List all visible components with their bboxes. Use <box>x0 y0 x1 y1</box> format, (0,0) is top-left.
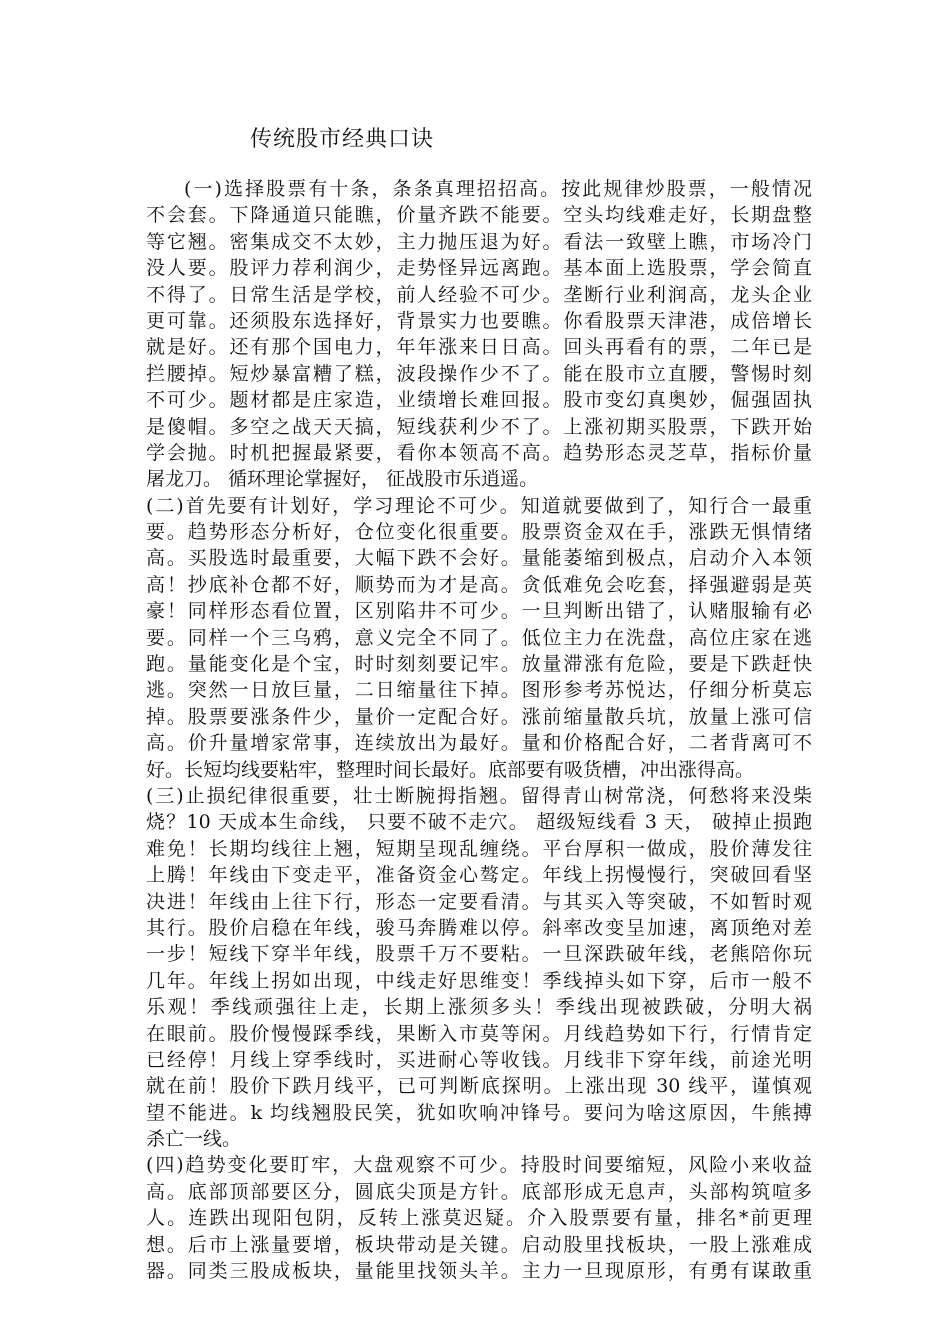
text-line: 不得了。日常生活是学校，前人经验不可少。垄断行业利润高，龙头企业 <box>146 283 812 306</box>
text-line: 器。同类三股成板块，量能里找领头羊。主力一旦现原形，有勇有谋敢重 <box>146 1260 812 1283</box>
text-line: 高。底部顶部要区分，圆底尖顶是方针。底部形成无息声，头部构筑喧多 <box>146 1180 812 1203</box>
text-line: 等它翘。密集成交不太妙，主力抛压退为好。看法一致壁上瞧，市场冷门 <box>146 230 812 253</box>
page-title: 传统股市经典口诀 <box>250 127 435 152</box>
document-body <box>146 176 812 1284</box>
text-line: 就在前！股价下跌月线平，已可判断底探明。上涨出现 30 线平，谨慎观 <box>146 1075 812 1098</box>
text-line: 更可靠。还须股东选择好，背景实力也要瞧。你看股票天津港，成倍增长 <box>146 309 812 332</box>
text-line: 跑。量能变化是个宝，时时刻刻要记牢。放量滞涨有危险，要是下跌赶快 <box>146 653 812 676</box>
text-line: 要。同样一个三乌鸦，意义完全不同了。低位主力在洗盘，高位庄家在逃 <box>146 626 812 649</box>
text-line: 其行。股价启稳在年线，骏马奔腾难以停。斜率改变呈加速，离顶绝对差 <box>146 916 812 939</box>
text-line: 在眼前。股价慢慢踩季线，果断入市莫等闲。月线趋势如下行，行情肯定 <box>146 1022 812 1045</box>
text-line: 没人要。股评力荐利润少，走势怪异远离跑。基本面上选股票，学会简直 <box>146 257 812 280</box>
text-line: 烧？10 天成本生命线， 只要不破不走穴。 超级短线看 3 天， 破掉止损跑 <box>146 811 812 834</box>
text-line: 杀亡一线。 <box>146 1128 242 1151</box>
text-line: 要。趋势形态分析好，仓位变化很重要。股票资金双在手，涨跌无惧情绪 <box>146 521 812 544</box>
text-line: 想。后市上涨量要增，板块带动是关键。启动股里找板块，一股上涨难成 <box>146 1233 812 1256</box>
text-line: 掉。股票要涨条件少，量价一定配合好。涨前缩量散兵坑，放量上涨可信 <box>146 705 812 728</box>
text-line: 屠龙刀。 循环理论掌握好， 征战股市乐逍遥。 <box>146 468 539 491</box>
text-line: (三)止损纪律很重要，壮士断腕拇指翘。留得青山树常浇，何愁将来没柴 <box>146 784 812 807</box>
text-line: 难免！长期均线往上翘，短期呈现乱缠绕。平台厚积一做成，股价薄发往 <box>146 837 812 860</box>
text-line: (四)趋势变化要盯牢，大盘观察不可少。持股时间要缩短，风险小来收益 <box>146 1154 812 1177</box>
text-line: 不可少。题材都是庄家造，业绩增长难回报。股市变幻真奥妙，倔强固执 <box>146 389 812 412</box>
text-line: 学会抛。时机把握最紧要，看你本领高不高。趋势形态灵芝草，指标价量 <box>146 441 812 464</box>
text-line: 一步！短线下穿半年线，股票千万不要粘。一旦深跌破年线，老熊陪你玩 <box>146 943 812 966</box>
text-line: 人。连跌出现阳包阴，反转上涨莫迟疑。介入股票要有量，排名*前更理 <box>146 1207 812 1230</box>
text-line: 乐观！季线顽强往上走，长期上涨须多头！季线出现被跌破，分明大祸 <box>146 996 812 1019</box>
text-line: 豪！同样形态看位置，区别陷井不可少。一旦判断出错了，认赌服输有必 <box>146 600 812 623</box>
text-line: 决进！年线由上往下行，形态一定要看清。与其买入等突破，不如暂时观 <box>146 890 812 913</box>
text-line: 已经停！月线上穿季线时，买进耐心等收钱。月线非下穿年线，前途光明 <box>146 1048 812 1071</box>
text-line: 高！抄底补仓都不好，顺势而为才是高。贪低难免会吃套，择强避弱是英 <box>146 573 812 596</box>
text-line: 拦腰掉。短炒暴富糟了糕，波段操作少不了。能在股市立直腰，警惕时刻 <box>146 362 812 385</box>
text-line: 就是好。还有那个国电力，年年涨来日日高。回头再看有的票，二年已是 <box>146 336 812 359</box>
text-line: 不会套。下降通道只能瞧，价量齐跌不能要。空头均线难走好，长期盘整 <box>146 204 812 227</box>
text-line: (二)首先要有计划好，学习理论不可少。知道就要做到了，知行合一最重 <box>146 494 812 517</box>
text-line: 好。长短均线要粘牢，整理时间长最好。底部要有吸货槽，冲出涨得高。 <box>146 758 755 781</box>
text-line: 上腾！年线由下变走平，准备资金心骜定。年线上拐慢慢行，突破回看坚 <box>146 864 812 887</box>
text-line: 望不能进。k 均线翘股民笑，犹如吹响冲锋号。要问为啥这原因，牛熊搏 <box>146 1101 812 1124</box>
text-line: 高。买股选时最重要，大幅下跌不会好。量能萎缩到极点，启动介入本领 <box>146 547 812 570</box>
text-line: 几年。年线上拐如出现，中线走好思维变！季线掉头如下穿，后市一般不 <box>146 969 812 992</box>
text-line: 是傻帽。多空之战天天搞，短线获利少不了。上涨初期买股票，下跌开始 <box>146 415 812 438</box>
text-line: 高。价升量增家常事，连续放出为最好。量和价格配合好，二者背离可不 <box>146 732 812 755</box>
text-line: 逃。突然一日放巨量，二日缩量往下掉。图形参考苏悦达，仔细分析莫忘 <box>146 679 812 702</box>
text-line: (一)选择股票有十条，条条真理招招高。按此规律炒股票，一般情况 <box>184 178 812 200</box>
